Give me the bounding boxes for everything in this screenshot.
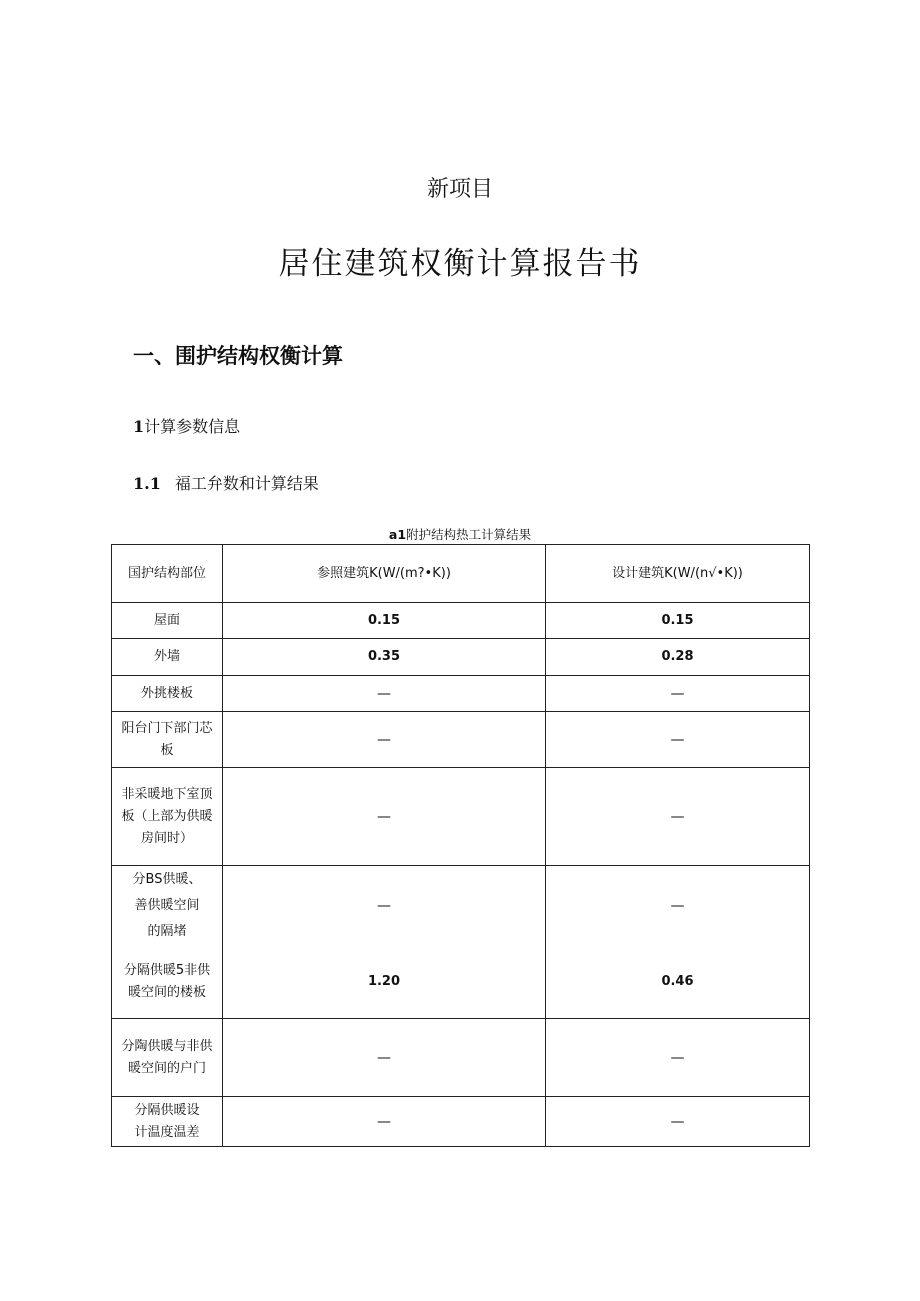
row-name-line: 非采暖地下室顶 xyxy=(121,786,213,802)
row-name: 外墙 xyxy=(112,639,223,676)
row-name xyxy=(112,946,223,1019)
row-name-line: 板（上部为供暖 xyxy=(121,808,213,824)
row-name-line: 房间时） xyxy=(140,830,193,846)
table-header-row xyxy=(112,545,810,603)
row-name-line: 的隔堵 xyxy=(147,923,187,939)
table-row xyxy=(112,768,810,866)
row-reference-value: 1.20 xyxy=(223,946,546,1019)
row-name-line: 暖空间的户门 xyxy=(127,1060,206,1076)
row-name: 外挑楼板 xyxy=(112,676,223,712)
header-cell-design: 设计建筑K(W/(n√•K)) xyxy=(546,545,810,603)
sub-subsection-number: 1.1 xyxy=(133,474,161,493)
row-name-line: 分陶供暖与非供 xyxy=(121,1038,213,1054)
row-reference-value: — xyxy=(223,712,546,768)
row-name-line: 阳台门下部门芯 xyxy=(121,720,213,736)
row-design-value: — xyxy=(546,866,810,946)
table-row xyxy=(112,1097,810,1147)
row-design-value: — xyxy=(546,712,810,768)
row-reference-value: — xyxy=(223,768,546,866)
row-name-line: 计温度温差 xyxy=(134,1124,200,1140)
row-name xyxy=(112,1019,223,1097)
sub-subsection-text: 福工弁数和计算结果 xyxy=(174,474,319,493)
table-caption xyxy=(0,525,920,543)
project-name: 新项目 xyxy=(426,177,493,202)
row-name: 屋面 xyxy=(112,603,223,639)
row-name xyxy=(112,1097,223,1147)
row-reference-value: — xyxy=(223,1019,546,1097)
row-name-line: 善供暖空间 xyxy=(134,897,200,913)
table-caption-text: 附护结构热工计算结果 xyxy=(406,527,532,542)
table-caption-prefix: a1 xyxy=(388,527,407,542)
envelope-k-table xyxy=(111,544,810,1147)
row-design-value: — xyxy=(546,1097,810,1147)
subsection-number: 1 xyxy=(133,417,145,436)
row-design-value: — xyxy=(546,676,810,712)
subsection-heading xyxy=(133,414,240,437)
row-design-value: 0.46 xyxy=(546,946,810,1019)
row-name-line: 分隔供暖设 xyxy=(134,1102,200,1118)
subsection-text: 计算参数信息 xyxy=(144,417,241,436)
header-cell-part: 国护结构部位 xyxy=(112,545,223,603)
row-name xyxy=(112,866,223,946)
row-name xyxy=(112,712,223,768)
report-title: 居住建筑权衡计算报告书 xyxy=(278,246,642,282)
row-reference-value: 0.15 xyxy=(223,603,546,639)
row-design-value: — xyxy=(546,768,810,866)
table-row xyxy=(112,946,810,1019)
row-design-value: 0.28 xyxy=(546,639,810,676)
row-reference-value: 0.35 xyxy=(223,639,546,676)
row-reference-value: — xyxy=(223,676,546,712)
table-row xyxy=(112,866,810,946)
row-name-line: 分隔供暖5非供 xyxy=(123,962,211,978)
row-name xyxy=(112,768,223,866)
table-row xyxy=(112,712,810,768)
table-row xyxy=(112,676,810,712)
sub-subsection-heading xyxy=(133,471,319,494)
row-reference-value: — xyxy=(223,866,546,946)
row-design-value: 0.15 xyxy=(546,603,810,639)
table-row xyxy=(112,639,810,676)
row-name-line: 暖空间的楼板 xyxy=(127,984,206,1000)
header-cell-reference: 参照建筑K(W/(m?•K)) xyxy=(223,545,546,603)
row-name-line: 分BS供暖、 xyxy=(132,871,202,887)
table-row xyxy=(112,603,810,639)
section-heading: 一、围护结构权衡计算 xyxy=(133,344,343,368)
table-row xyxy=(112,1019,810,1097)
row-name-line: 板 xyxy=(160,742,174,758)
row-reference-value: — xyxy=(223,1097,546,1147)
row-design-value: — xyxy=(546,1019,810,1097)
